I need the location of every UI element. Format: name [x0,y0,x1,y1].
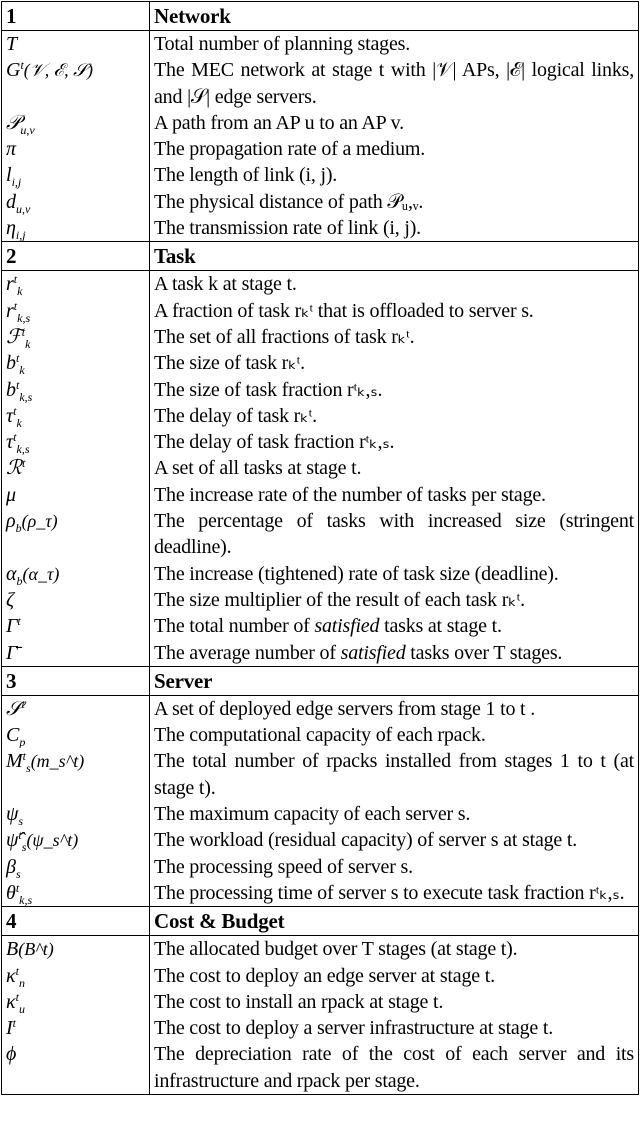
subscript: k,s [16,442,30,456]
superscript: t [15,880,20,895]
table-row [2,695,639,722]
subscript: k [16,415,22,430]
table-row [2,298,639,324]
table-row [2,854,639,880]
symbol-base: ρ [6,510,16,533]
superscript: t [13,298,18,313]
section-title: Task [150,242,639,271]
subscript: k,s [19,389,33,403]
table-row [2,936,639,963]
table-row [2,508,639,561]
description-cell: The cost to deploy an edge server at stage t. [154,964,495,987]
description-cell: The size of task fraction rᵗₖ,ₛ. [154,378,383,401]
table-row [2,482,639,508]
subscript: k,s [19,892,33,907]
symbol-cell [2,136,150,162]
superscript: t [16,377,20,392]
description-cell: The workload (residual capacity) of server s at stage t. [154,829,578,852]
superscript: t [13,272,18,287]
table-row [2,561,639,587]
notation-table [1,1,639,1095]
subscript: u,v [16,201,31,216]
section-header-server [2,666,639,695]
subscript: s [18,814,24,828]
symbol-base: T [6,33,18,55]
symbol-base: Γ [6,615,18,638]
table-row [2,640,639,667]
description-cell: The increase rate of the number of tasks per stage. [154,483,546,506]
table-row [2,350,639,376]
superscript: t [13,430,17,445]
symbol-base: B [6,938,19,961]
symbol-cell [2,31,150,58]
table-row [2,377,639,403]
notation-table-body [2,2,639,1095]
subscript: u [18,1001,25,1016]
symbol-base: C [6,724,20,747]
symbol-argument: (B^t) [18,939,54,960]
description-cell: The percentage of tasks with increased size (stringent deadline). [154,510,634,559]
symbol-argument: (𝒱, ℰ, 𝒮) [23,60,94,81]
symbol-cell [2,801,150,827]
table-row [2,162,639,188]
symbol-argument: (ψ_s^t) [26,830,79,851]
description-cell: The transmission rate of link (i, j). [154,217,421,240]
table-row [2,587,639,613]
symbol-base: κ [6,964,16,987]
symbol-argument: (m_s^t) [30,751,85,772]
symbol-base: β [6,855,16,878]
section-header-task [2,242,639,271]
symbol-cell [2,429,150,455]
symbol-base: l [6,164,12,187]
symbol-cell [2,215,150,242]
symbol-cell [2,162,150,188]
symbol-base: G [6,59,21,82]
table-row [2,963,639,989]
symbol-cell [2,350,150,376]
symbol-base: b [6,378,16,401]
symbol-base: r [6,273,14,296]
subscript: p [19,735,26,749]
description-cell: The processing speed of server s. [154,855,413,878]
symbol-base: ℛ [6,457,22,480]
description-cell: The set of all fractions of task rₖᵗ. [154,325,415,348]
symbol-cell [2,455,150,481]
description-cell: Total number of planning stages. [154,33,411,55]
section-number: 1 [2,2,150,31]
subscript: b [15,521,22,536]
table-row [2,748,639,801]
subscript: k [19,363,25,377]
superscript: t [21,324,26,339]
symbol-cell [2,403,150,429]
symbol-base: η [6,217,16,240]
superscript: t [22,749,27,764]
symbol-base: Γ̄ [6,641,18,664]
subscript: i,j [15,228,26,242]
symbol-base: ψ̂ [6,829,19,852]
section-number: 4 [2,907,150,936]
table-row [2,403,639,429]
symbol-cell [2,1041,150,1094]
description-cell: The processing time of server s to execute task fraction rᵗₖ,ₛ. [154,881,625,904]
symbol-base: r [6,299,14,322]
superscript: t [12,1016,17,1031]
table-row [2,455,639,481]
emphasis: satisfied [340,641,406,664]
symbol-cell [2,963,150,989]
superscript: t [20,58,24,73]
description-cell: The cost to install an rpack at stage t. [154,990,444,1013]
description-cell: A fraction of task rₖᵗ that is offloaded to server s. [154,299,534,322]
subscript: k [25,336,31,351]
symbol-base: d [6,190,16,213]
symbol-cell [2,748,150,801]
symbol-cell [2,561,150,587]
table-row [2,136,639,162]
symbol-cell [2,989,150,1015]
symbol-cell [2,57,150,110]
description-cell: The allocated budget over T stages (at stage t). [154,938,518,961]
symbol-cell [2,189,150,215]
symbol-base: θ [6,881,16,904]
symbol-base: τ [6,404,14,427]
table-row [2,801,639,827]
superscript: t [21,456,26,471]
section-header-network [2,2,639,31]
symbol-base: κ [6,990,16,1013]
description-cell: The size of task rₖᵗ. [154,352,305,375]
table-row [2,827,639,853]
section-title: Network [150,2,639,31]
section-number: 2 [2,242,150,271]
superscript: t [18,828,22,843]
description-cell: The maximum capacity of each server s. [154,803,471,826]
description-cell: A set of all tasks at stage t. [154,457,362,480]
table-row [2,215,639,242]
superscript: t [21,696,25,711]
subscript: s [21,840,27,854]
superscript: t [13,403,17,418]
symbol-cell [2,880,150,907]
symbol-base: τ [6,431,14,454]
table-row [2,31,639,58]
symbol-base: μ [6,483,17,506]
symbol-cell [2,377,150,403]
symbol-cell [2,324,150,350]
symbol-base: M [6,750,23,773]
symbol-base: ℱ [6,325,22,348]
table-row [2,189,639,215]
description-cell: The depreciation rate of the cost of each server and its infrastructure and rpack per stage. [154,1043,634,1092]
table-row [2,57,639,110]
description-cell: The total number of satisfied tasks at stage t. [154,615,502,638]
symbol-argument: (ρ_τ) [21,511,58,532]
symbol-cell [2,936,150,963]
symbol-cell [2,271,150,298]
description-cell: A path from an AP u to an AP v. [154,111,404,134]
symbol-cell [2,613,150,639]
symbol-base: 𝒮 [6,697,22,720]
symbol-base: I [6,1017,13,1040]
description-cell: The average number of satisfied tasks over T stages. [154,641,563,664]
symbol-cell [2,587,150,613]
subscript: k,s [17,310,31,324]
description-cell: The increase (tightened) rate of task size (deadline). [154,562,559,585]
table-row [2,1015,639,1041]
description-cell: The computational capacity of each rpack. [154,724,486,747]
description-cell: The MEC network at stage t with |𝒱| APs, |ℰ| logical links, and |𝒮| edge servers. [154,59,634,108]
emphasis: satisfied [314,615,380,638]
subscript: u,v [20,122,35,137]
symbol-base: 𝒫 [6,111,21,134]
superscript: t [17,614,21,629]
symbol-cell [2,695,150,722]
symbol-cell [2,1015,150,1041]
description-cell: The size multiplier of the result of each task rₖᵗ. [154,588,525,611]
description-cell: The delay of task fraction rᵗₖ,ₛ. [154,431,395,454]
subscript: s [15,866,21,880]
description-cell: The length of link (i, j). [154,164,338,187]
table-row [2,271,639,298]
description-cell: The total number of rpacks installed from stages 1 to t (at stage t). [154,750,634,799]
table-row [2,613,639,639]
table-row [2,429,639,455]
subscript: i,j [11,175,22,189]
section-number: 3 [2,666,150,695]
symbol-cell [2,482,150,508]
superscript: t [15,963,19,978]
symbol-cell [2,110,150,136]
table-row [2,1041,639,1094]
symbol-base: ϕ [6,1043,17,1066]
symbol-base: b [6,352,16,375]
symbol-argument: (α_τ) [22,563,60,584]
section-title: Server [150,666,639,695]
superscript: t [16,351,20,366]
symbol-cell [2,298,150,324]
table-row [2,880,639,907]
symbol-cell [2,827,150,853]
symbol-base: ζ [6,588,15,611]
table-row [2,324,639,350]
table-row [2,989,639,1015]
description-cell: A task k at stage t. [154,273,297,296]
symbol-base: π [6,138,17,161]
table-row [2,110,639,136]
section-header-cost-budget [2,907,639,936]
symbol-cell [2,640,150,667]
description-cell: The propagation rate of a medium. [154,138,426,161]
description-cell: The cost to deploy a server infrastructure at stage t. [154,1017,554,1040]
description-cell: A set of deployed edge servers from stage 1 to t . [154,697,536,720]
subscript: k [17,284,23,298]
subscript: n [18,975,25,989]
section-title: Cost & Budget [150,907,639,936]
symbol-base: ψ [6,803,19,826]
subscript: s [26,761,31,776]
symbol-cell [2,854,150,880]
description-cell: The physical distance of path 𝒫ᵤ,ᵥ. [154,190,424,213]
superscript: t [15,989,19,1004]
subscript: b [16,573,23,587]
description-cell: The delay of task rₖᵗ. [154,404,317,427]
symbol-cell [2,508,150,561]
symbol-cell [2,722,150,748]
table-row [2,722,639,748]
symbol-base: α [6,562,17,585]
